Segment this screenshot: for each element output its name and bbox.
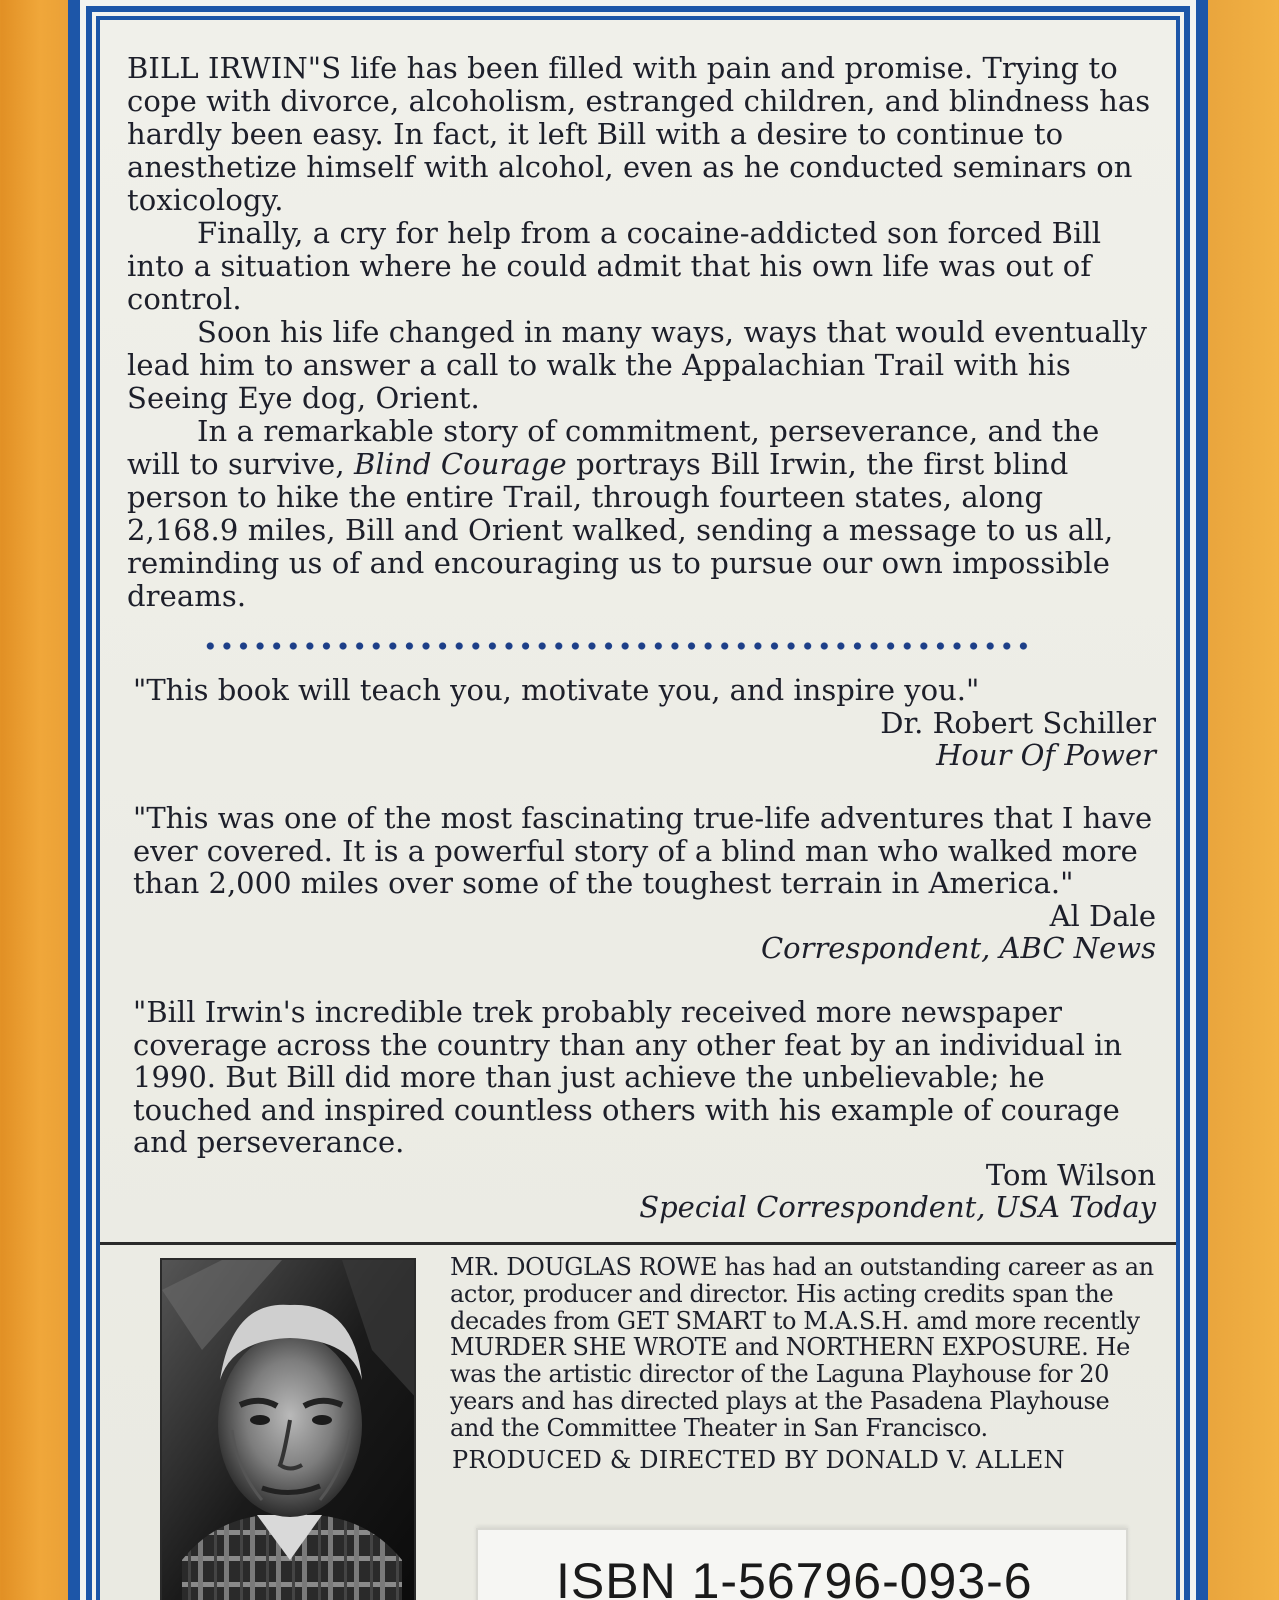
quote-author: Al Dale: [1049, 898, 1156, 933]
synopsis: [127, 52, 1156, 613]
quote-author: Dr. Robert Schiller: [880, 705, 1156, 740]
producer-credit: PRODUCED & DIRECTED BY DONALD V. ALLEN: [452, 1446, 1065, 1474]
isbn-number: ISBN 1-56796-093-6: [556, 1553, 1033, 1600]
endorsement-quote: [133, 802, 1156, 965]
quote-author: Tom Wilson: [985, 1157, 1156, 1192]
synopsis-text: In a remarkable story of commitment, perseverance, and the will to survive,: [127, 414, 1100, 481]
synopsis-paragraph-1: BILL IRWIN"S life has been filled with pain and promise. Trying to cope with divorce, alcoholism, estranged children, and blindness has hardly been easy. In fact, it left Bill with a desire to continue to anesthetize himself with alcohol, even as he conducted seminars on toxicology.: [127, 51, 1151, 217]
narrator-bio: MR. DOUGLAS ROWE has had an outstanding career as an actor, producer and director. His acting credits span the decades from GET SMART to M.A.S.H. amd more recently MURDER SHE WROTE and NORTHERN EXPOSURE. He was the artistic director of the Laguna Playhouse for 20 years and has directed plays at the Pasadena Playhouse and the Committee Theater in San Francisco.: [450, 1253, 1154, 1442]
quote-text: "Bill Irwin's incredible trek probably received more newspaper coverage across the country than any other feat by an individual in 1990. But Bill did more than just achieve the unbelievable; he touched and inspired countless others with his example of courage and perseverance.: [133, 995, 1123, 1159]
quote-affiliation: Correspondent, ABC News: [760, 931, 1156, 965]
dotted-divider: [202, 642, 1032, 650]
endorsement-quote: [133, 674, 1156, 772]
portrait-image: [162, 1260, 416, 1600]
synopsis-text: portrays Bill Irwin, the first blind person to hike the entire Trail, through fourteen states, along 2,168.9 miles, Bill and Orient walked, sending a message to us all, reminding us of and encouraging us to pursue our own impossible dreams.: [127, 447, 1114, 613]
synopsis-paragraph-2: Finally, a cry for help from a cocaine-addicted son forced Bill into a situation where he could admit that his own life was out of control.: [127, 216, 1102, 316]
quote-text: "This was one of the most fascinating true-life adventures that I have ever covered. It is a powerful story of a blind man who walked more than 2,000 miles over some of the toughest terrain in America.": [133, 801, 1153, 900]
quote-affiliation: Hour Of Power: [936, 738, 1156, 772]
synopsis-paragraph-4: [127, 415, 1156, 613]
narrator-photo: [160, 1258, 416, 1600]
quote-text: "This book will teach you, motivate you, and inspire you.": [133, 673, 980, 707]
text-panel: [100, 20, 1176, 1600]
synopsis-paragraph-3: Soon his life changed in many ways, ways that would eventually lead him to answer a call to walk the Appalachian Trail with his Seeing Eye dog, Orient.: [127, 315, 1148, 415]
back-cover: [68, 0, 1208, 1600]
book-title: Blind Courage: [353, 447, 567, 481]
section-divider: [100, 1242, 1176, 1245]
isbn-label: [476, 1528, 1128, 1600]
quote-affiliation: Special Correspondent, USA Today: [639, 1190, 1156, 1224]
endorsement-quote: [133, 996, 1156, 1224]
